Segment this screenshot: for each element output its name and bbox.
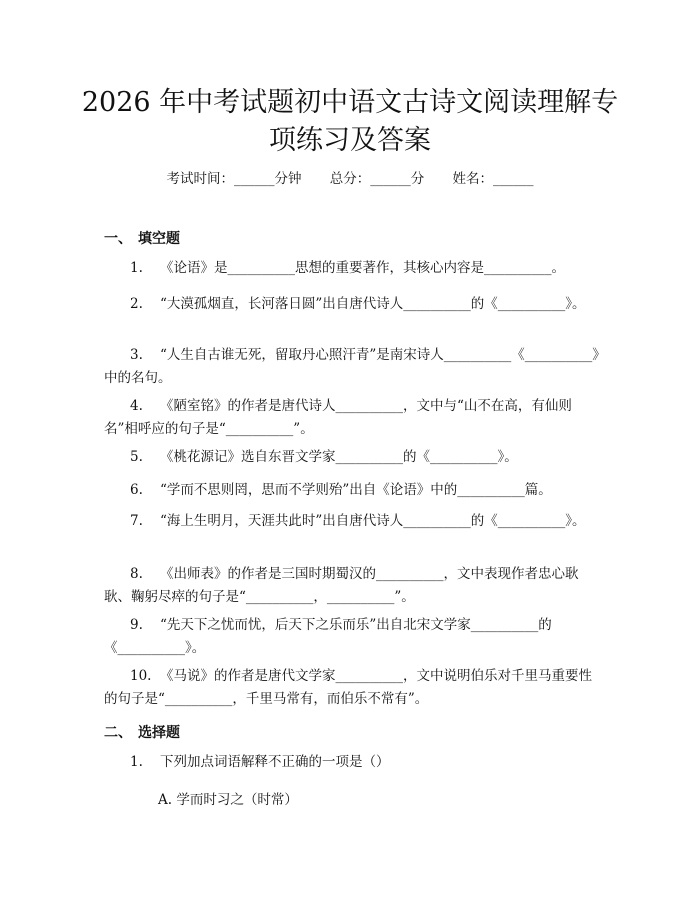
- question-text: 《论语》是__________思想的重要著作，其核心内容是__________。: [160, 260, 565, 276]
- fill-question: [104, 446, 600, 469]
- question-text: “人生自古谁无死，留取丹心照汗青”是南宋诗人__________《__________》中的名句。: [104, 347, 600, 386]
- section-number: 一、: [104, 231, 132, 247]
- fill-question: [104, 293, 600, 316]
- question-number: 1.: [130, 260, 143, 276]
- question-number: 8.: [130, 566, 143, 582]
- fill-question: [104, 257, 600, 280]
- question-number: 2.: [130, 296, 143, 312]
- fill-question: [104, 665, 600, 711]
- question-text: 下列加点词语解释不正确的一项是（）: [160, 754, 390, 770]
- question-number: 3.: [130, 347, 143, 363]
- question-text: 《桃花源记》选自东晋文学家__________的《__________》。: [160, 449, 518, 465]
- question-number: 4.: [130, 398, 143, 414]
- question-text: “先天下之忧而忧，后天下之乐而乐”出自北宋文学家__________的《__________》。: [104, 617, 552, 656]
- question-number: 5.: [130, 449, 143, 465]
- exam-time: 考试时间：______分钟: [166, 171, 302, 187]
- document-title: 2026 年中考试题初中语文古诗文阅读理解专项练习及答案: [81, 87, 619, 156]
- question-text: “大漠孤烟直，长河落日圆”出自唐代诗人__________的《__________》。: [160, 296, 586, 312]
- exam-name: 姓名：______: [452, 171, 534, 187]
- question-number: 6.: [130, 482, 143, 498]
- section-number: 二、: [104, 725, 132, 741]
- exam-meta: [0, 169, 700, 189]
- section-heading-fill: [104, 229, 180, 249]
- question-number: 10.: [130, 668, 152, 684]
- question-number: 1.: [130, 754, 143, 770]
- question-text: 《出师表》的作者是三国时期蜀汉的__________，文中表现作者忠心耿耿、鞠躬尽瘁的句子是“__________，__________”。: [104, 566, 579, 605]
- choice-question: [104, 751, 600, 774]
- question-number: 7.: [130, 513, 143, 529]
- fill-question: [104, 510, 600, 533]
- choice-option: A. 学而时习之（时常）: [158, 792, 298, 808]
- fill-question: [104, 395, 600, 441]
- question-number: 9.: [130, 617, 143, 633]
- question-text: “海上生明月，天涯共此时”出自唐代诗人__________的《__________》。: [160, 513, 586, 529]
- exam-score: 总分：______分: [329, 171, 425, 187]
- fill-question: [104, 479, 600, 502]
- fill-question: [104, 614, 600, 660]
- question-text: 《马说》的作者是唐代文学家__________，文中说明伯乐对千里马重要性的句子是“__________，千里马常有，而伯乐不常有”。: [104, 668, 592, 707]
- section-title: 选择题: [138, 725, 180, 741]
- question-text: “学而不思则罔，思而不学则殆”出自《论语》中的__________篇。: [160, 482, 552, 498]
- section-heading-choice: [104, 723, 180, 743]
- fill-question: [104, 344, 600, 390]
- question-text: 《陋室铭》的作者是唐代诗人__________，文中与“山不在高，有仙则名”相呼应的句子是“__________”。: [104, 398, 572, 437]
- section-title: 填空题: [138, 231, 180, 247]
- fill-question: [104, 563, 600, 609]
